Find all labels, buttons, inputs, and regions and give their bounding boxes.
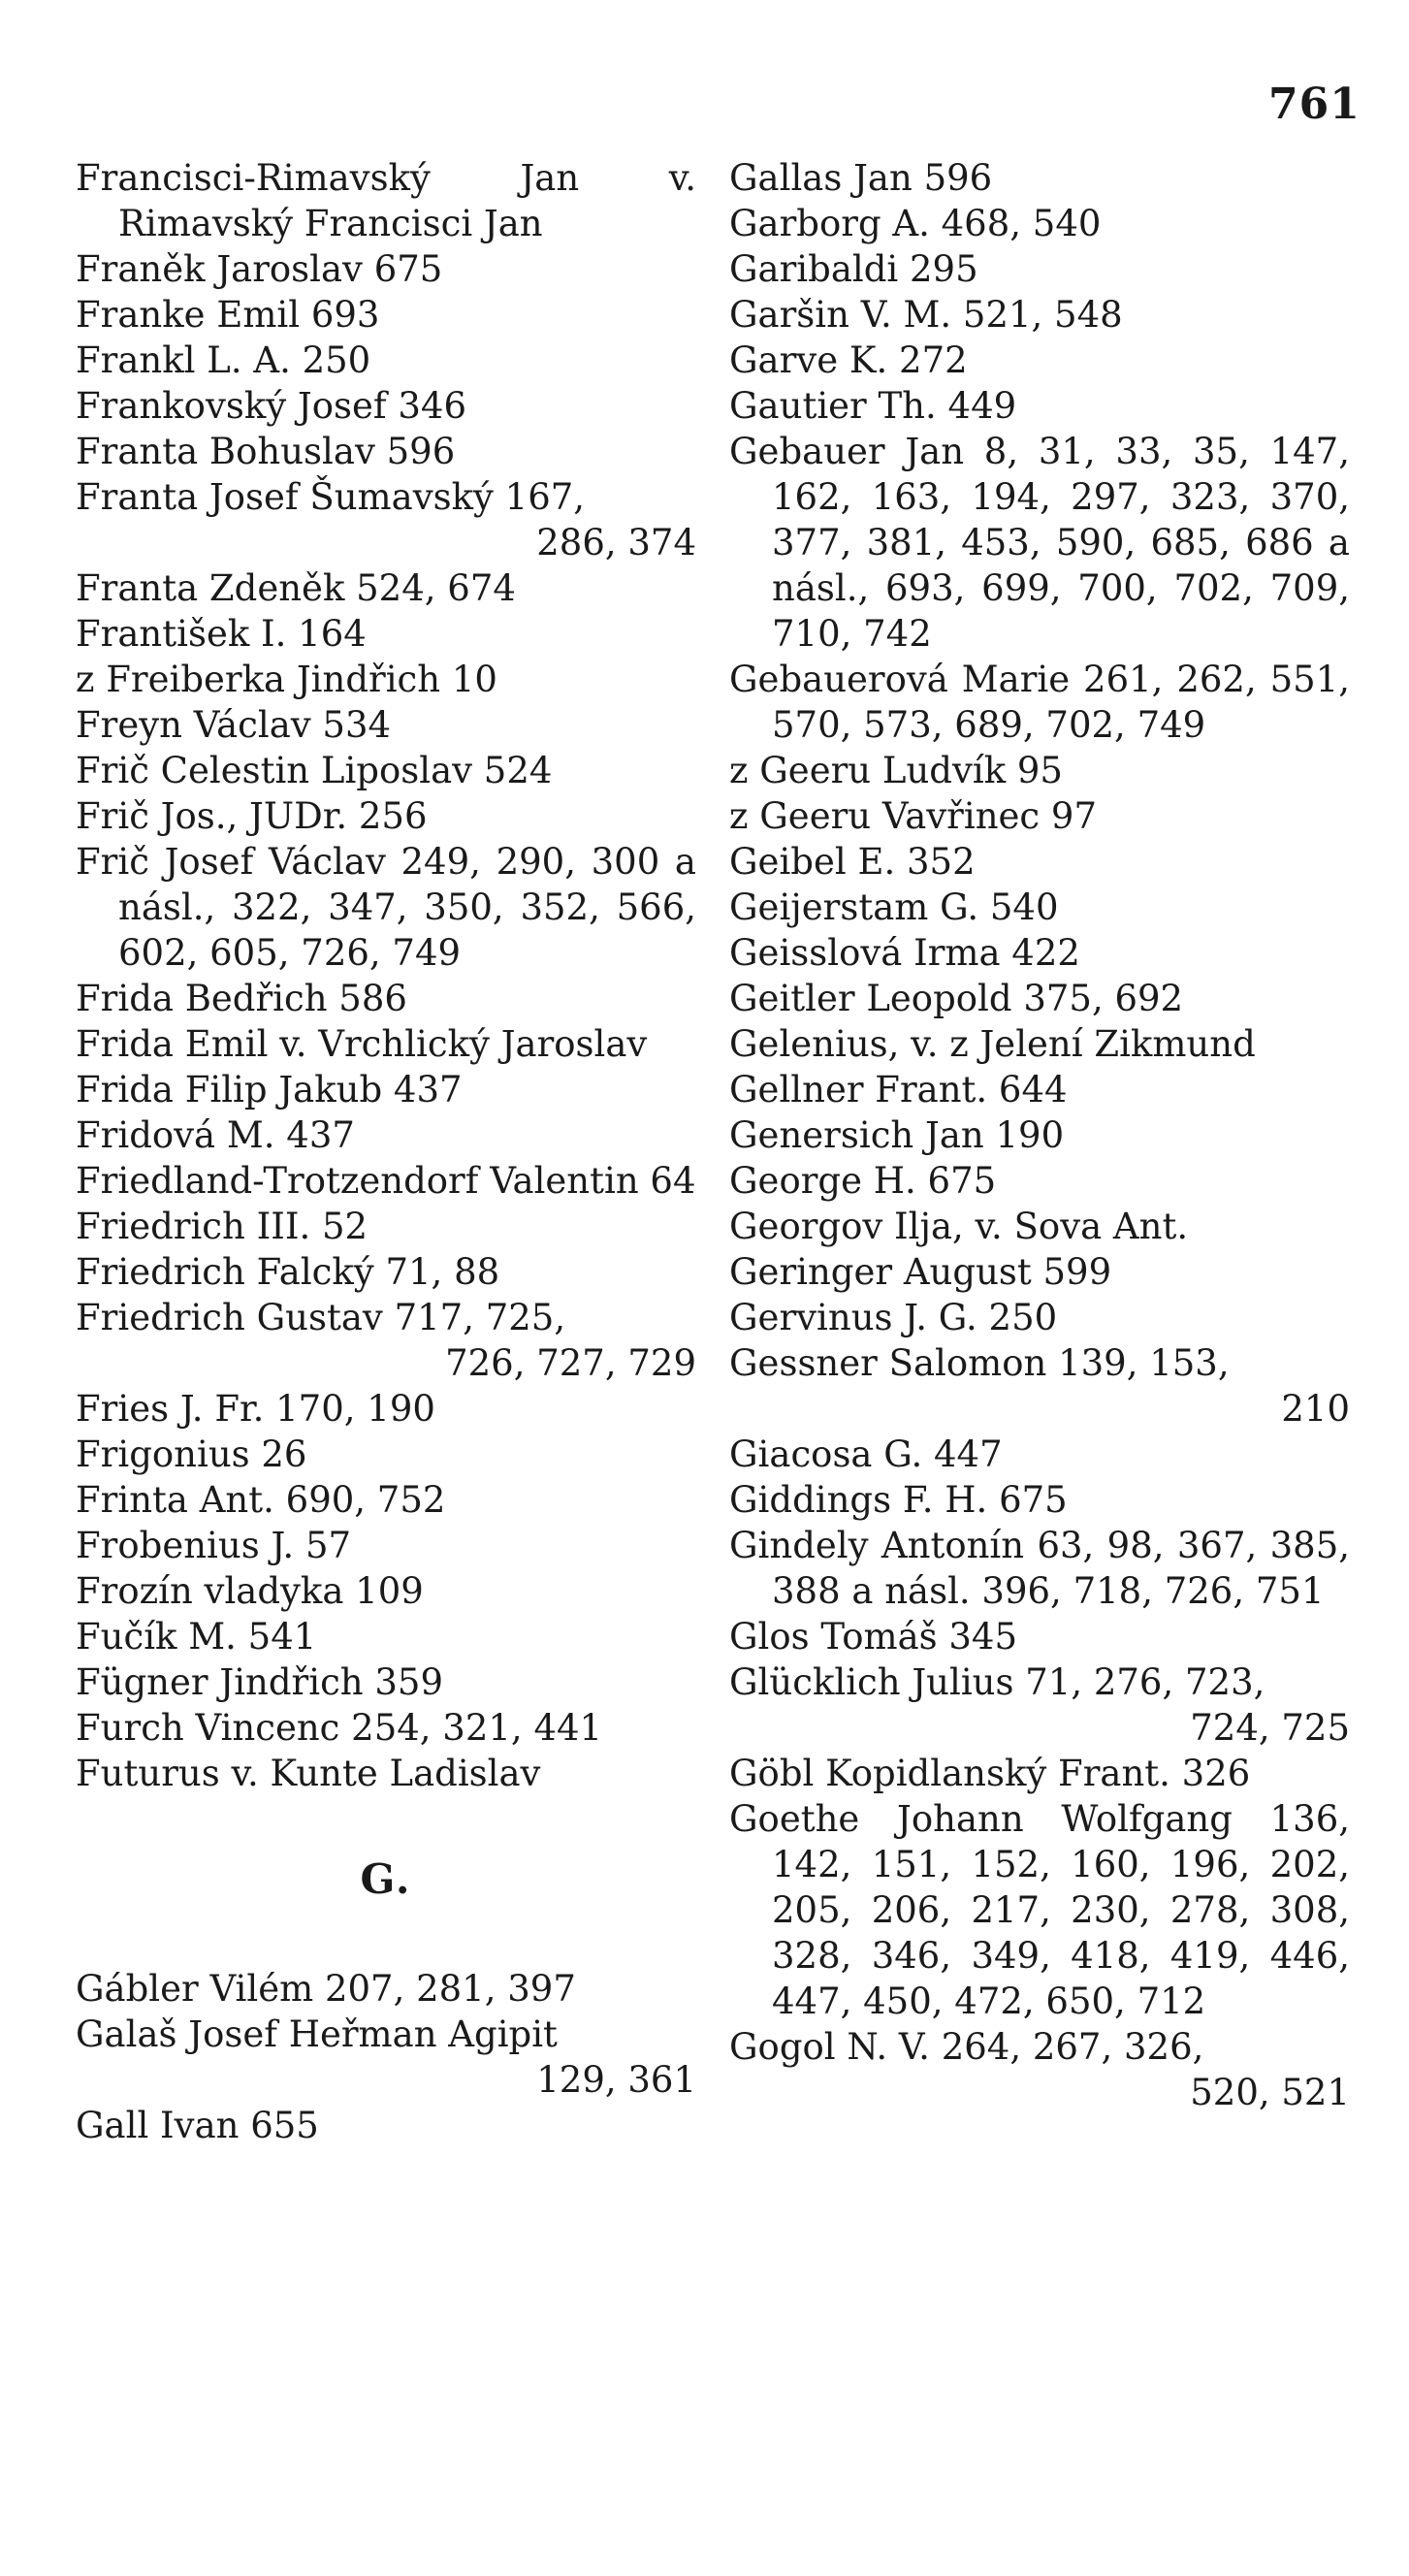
index-entry: [729, 1021, 1350, 1067]
index-entry: [76, 1432, 696, 1477]
index-entry: [729, 1295, 1350, 1340]
index-entry: [76, 429, 696, 474]
index-entry-text: Glos Tomáš 345: [729, 1616, 1018, 1658]
index-entry: [76, 1112, 696, 1158]
index-entry-text: Gessner Salomon 139, 153,: [729, 1342, 1230, 1384]
index-entry-text: Franta Zdeněk 524, 674: [76, 567, 516, 609]
index-entry: [729, 1751, 1350, 1796]
index-entry: [76, 1705, 696, 1751]
index-entry: [76, 2012, 696, 2103]
index-entry: [729, 793, 1350, 839]
page-number: 761: [1268, 80, 1361, 129]
index-entry-continuation: 129, 361: [536, 2059, 696, 2101]
index-entries-f: [76, 155, 696, 1796]
index-entry: [76, 1659, 696, 1705]
index-entry-text: Friedland-Trotzendorf Valentin 64: [76, 1160, 696, 1202]
index-entry-text: Fučík M. 541: [76, 1616, 317, 1658]
index-entry-text: Georgov Ilja, v. Sova Ant.: [729, 1206, 1189, 1247]
index-entry: [729, 338, 1350, 383]
index-entry-text: Gallas Jan 596: [729, 157, 993, 199]
index-entry-text: z Geeru Ludvík 95: [729, 750, 1063, 791]
index-entry: [76, 1295, 696, 1386]
index-entry-text: Fridová M. 437: [76, 1114, 355, 1156]
index-entry-text: Garibaldi 295: [729, 248, 978, 290]
index-entry: [729, 1204, 1350, 1249]
index-entry: [729, 1659, 1350, 1751]
index-entry-continuation: 286, 374: [536, 522, 696, 564]
index-entry-text: George H. 675: [729, 1160, 997, 1202]
index-entry-text: Franěk Jaroslav 675: [76, 248, 443, 290]
index-entry-text: Frankovský Josef 346: [76, 385, 466, 427]
index-entry: [76, 338, 696, 383]
index-entry-text: z Freiberka Jindřich 10: [76, 659, 497, 700]
index-entry-text: Geringer August 599: [729, 1251, 1112, 1293]
index-entry: [729, 1067, 1350, 1112]
index-entries-g-continued: [729, 155, 1350, 2115]
index-entry-text: Gindely Antonín 63, 98, 367, 385, 388 a násl. 396, 718, 726, 751: [729, 1525, 1350, 1612]
index-entry: [729, 292, 1350, 338]
index-entry-text: Garšin V. M. 521, 548: [729, 294, 1123, 336]
index-entry-text: Glücklich Julius 71, 276, 723,: [729, 1661, 1265, 1703]
index-entry: [76, 1067, 696, 1112]
index-entry-text: Frida Bedřich 586: [76, 978, 407, 1019]
index-entry-text: Frič Jos., JUDr. 256: [76, 795, 428, 837]
index-entry-text: Francisci-Rimavský Jan v. Rimavský Francisci Jan: [76, 157, 696, 244]
index-entry-text: Gall Ivan 655: [76, 2105, 319, 2146]
index-entry-text: Gebauer Jan 8, 31, 33, 35, 147, 162, 163, 194, 297, 323, 370, 377, 381, 453, 590, 685, 686 a násl., 693, 699, 700, 702, 709, 710, 742: [729, 431, 1350, 655]
index-entry: [76, 246, 696, 292]
index-entry-text: Friedrich Gustav 717, 725,: [76, 1297, 566, 1338]
index-entry: [76, 155, 696, 246]
index-entry: [729, 429, 1350, 657]
index-entry-text: Friedrich III. 52: [76, 1206, 368, 1247]
index-entry-continuation: 726, 727, 729: [445, 1342, 696, 1384]
index-entry: [729, 1112, 1350, 1158]
index-entry: [76, 1386, 696, 1432]
index-entry-continuation: 724, 725: [1190, 1707, 1350, 1749]
index-entry-text: Franta Bohuslav 596: [76, 431, 456, 472]
index-entry: [76, 976, 696, 1021]
index-entry-text: Freyn Václav 534: [76, 704, 392, 746]
index-entry-text: Frič Josef Václav 249, 290, 300 a násl., 322, 347, 350, 352, 566, 602, 605, 726, 749: [76, 841, 696, 974]
index-entry-text: Göbl Kopidlanský Frant. 326: [729, 1753, 1251, 1794]
index-entry-text: Genersich Jan 190: [729, 1114, 1065, 1156]
index-entry: [76, 1158, 696, 1204]
index-entry: [729, 657, 1350, 748]
index-entry-text: Geitler Leopold 375, 692: [729, 978, 1184, 1019]
index-entry: [76, 1614, 696, 1659]
index-entry: [729, 885, 1350, 930]
index-entry: [729, 930, 1350, 976]
index-entry-text: Fügner Jindřich 359: [76, 1661, 443, 1703]
index-entry-text: Giddings F. H. 675: [729, 1479, 1068, 1521]
index-column-left: [76, 155, 696, 2148]
index-entry: [729, 246, 1350, 292]
index-entry: [76, 1568, 696, 1614]
index-entry-text: Garborg A. 468, 540: [729, 203, 1102, 244]
index-entry: [76, 611, 696, 657]
index-entry-text: František I. 164: [76, 613, 367, 655]
index-entry-text: Geisslová Irma 422: [729, 932, 1080, 974]
index-entry: [76, 1249, 696, 1295]
index-entry-text: Gebauerová Marie 261, 262, 551, 570, 573, 689, 702, 749: [729, 659, 1350, 746]
index-entry-text: Frič Celestin Liposlav 524: [76, 750, 553, 791]
index-entry: [76, 793, 696, 839]
index-entry-text: Fries J. Fr. 170, 190: [76, 1388, 435, 1430]
index-entry: [76, 657, 696, 702]
section-heading-g: G.: [360, 1855, 412, 1903]
index-entry: [729, 1249, 1350, 1295]
index-entry: [729, 1340, 1350, 1432]
index-entry-text: Goethe Johann Wolfgang 136, 142, 151, 152, 160, 196, 202, 205, 206, 217, 230, 278, 308, 328, 346, 349, 418, 419, 446, 447, 450, 472, 650, 712: [729, 1798, 1350, 2022]
index-entry-text: Gábler Vilém 207, 281, 397: [76, 1968, 576, 2010]
index-entry: [76, 1751, 696, 1796]
index-entry-continuation: 210: [1281, 1388, 1350, 1430]
index-entry: [729, 976, 1350, 1021]
index-entry-text: Frigonius 26: [76, 1433, 307, 1475]
index-column-right: [729, 155, 1350, 2115]
index-entry: [76, 1204, 696, 1249]
index-entry: [729, 1158, 1350, 1204]
index-entry: [76, 1523, 696, 1568]
index-entry-text: Gogol N. V. 264, 267, 326,: [729, 2026, 1204, 2068]
index-entry-text: Frinta Ant. 690, 752: [76, 1479, 446, 1521]
index-entry: [76, 1021, 696, 1067]
index-entry-text: Giacosa G. 447: [729, 1433, 1003, 1475]
index-entry-text: Friedrich Falcký 71, 88: [76, 1251, 500, 1293]
index-entry-text: Gelenius, v. z Jelení Zikmund: [729, 1023, 1256, 1065]
index-entry: [76, 839, 696, 976]
index-entry-text: Gellner Frant. 644: [729, 1069, 1068, 1111]
index-entry: [76, 748, 696, 793]
index-entry: [729, 201, 1350, 246]
index-entry: [729, 1477, 1350, 1523]
index-entry-text: Furch Vincenc 254, 321, 441: [76, 1707, 603, 1749]
index-entry-text: Frozín vladyka 109: [76, 1570, 424, 1612]
index-entry-text: Frankl L. A. 250: [76, 339, 371, 381]
index-entry-text: Galaš Josef Heřman Agipit: [76, 2013, 558, 2055]
index-entry: [76, 2103, 696, 2148]
index-entries-g: [76, 1966, 696, 2148]
index-entry: [76, 292, 696, 338]
index-entry-text: Geibel E. 352: [729, 841, 976, 883]
index-entry-text: Futurus v. Kunte Ladislav: [76, 1753, 541, 1794]
index-entry: [76, 383, 696, 429]
index-entry: [729, 1796, 1350, 2024]
index-entry-text: Franta Josef Šumavský 167,: [76, 476, 586, 518]
index-entry-text: Frida Emil v. Vrchlický Jaroslav: [76, 1023, 648, 1065]
index-entry: [76, 565, 696, 611]
index-entry-text: Geijerstam G. 540: [729, 886, 1059, 928]
index-entry-text: Franke Emil 693: [76, 294, 380, 336]
index-entry-text: Gervinus J. G. 250: [729, 1297, 1058, 1338]
index-entry-text: Frida Filip Jakub 437: [76, 1069, 463, 1111]
index-entry-text: Gautier Th. 449: [729, 385, 1017, 427]
index-entry: [76, 1966, 696, 2012]
index-entry: [76, 1477, 696, 1523]
index-entry-text: Garve K. 272: [729, 339, 968, 381]
index-entry: [729, 748, 1350, 793]
index-entry: [729, 2024, 1350, 2115]
index-entry: [729, 1523, 1350, 1614]
index-entry: [76, 474, 696, 565]
index-entry: [729, 155, 1350, 201]
index-entry: [76, 702, 696, 748]
index-entry-text: z Geeru Vavřinec 97: [729, 795, 1097, 837]
index-entry-continuation: 520, 521: [1190, 2072, 1350, 2113]
index-entry: [729, 1614, 1350, 1659]
index-entry: [729, 383, 1350, 429]
index-entry: [729, 839, 1350, 885]
index-entry: [729, 1432, 1350, 1477]
index-entry-text: Frobenius J. 57: [76, 1525, 352, 1566]
